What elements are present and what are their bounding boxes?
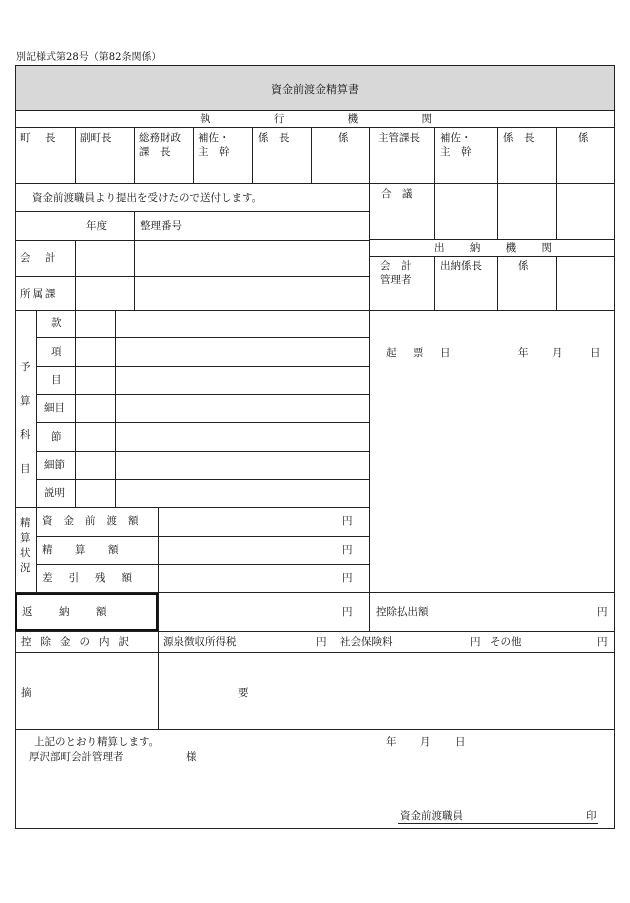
role-assistant-2: 主 幹	[198, 146, 230, 158]
deduction-breakdown-label: 控除金の内訳	[21, 636, 138, 648]
role-treasury-staff: 係	[518, 260, 529, 272]
budget-item: 細節	[44, 459, 65, 471]
honorific: 様	[186, 751, 197, 763]
role-staff: 係	[338, 132, 349, 144]
budget-item: 目	[51, 374, 62, 386]
refund-unit: 円	[342, 606, 353, 618]
other-deduction-label: その他	[490, 636, 522, 648]
budget-item: 項	[51, 346, 62, 358]
department-label: 所属課	[20, 288, 58, 300]
role-deputy-mayor: 副町長	[80, 132, 112, 144]
withholding-tax-unit: 円	[316, 636, 327, 648]
disbursing-agency-heading: 出 納 機 関	[434, 242, 552, 254]
page-title: 資金前渡金精算書	[271, 83, 359, 96]
budget-item: 細目	[44, 402, 65, 414]
other-deduction-unit: 円	[597, 636, 608, 648]
settled-amount-unit: 円	[342, 544, 353, 556]
draft-date-year: 年	[518, 347, 529, 359]
role-accounting-manager-2: 管理者	[380, 274, 412, 286]
closing-statement: 上記のとおり精算します。	[34, 736, 160, 748]
role-accounting-manager-1: 会 計	[380, 260, 412, 272]
fiscal-year-label: 年度	[86, 220, 107, 232]
draft-date-day: 日	[590, 347, 601, 359]
role-treasury-chief: 出納係長	[440, 260, 482, 272]
role-section-chief: 係 長	[258, 132, 290, 144]
transmittal-note: 資金前渡職員より提出を受けたので送付します。	[32, 192, 263, 204]
role-finance-chief-2: 課 長	[139, 146, 171, 158]
role-right-section-chief: 係 長	[503, 132, 535, 144]
refund-label: 返 納 額	[22, 606, 115, 618]
deduction-payout-unit: 円	[597, 606, 608, 618]
executing-agency-heading: 執 行 機 関	[200, 113, 432, 125]
deduction-payout-label: 控除払出額	[376, 606, 429, 618]
consultation-label: 合 議	[381, 188, 413, 200]
accounting-label: 会 計	[20, 252, 58, 264]
settlement-status-label: 精 算 状 況	[20, 517, 31, 574]
addressee: 厚沢部町会計管理者	[29, 751, 124, 763]
settled-amount-label: 精 算 額	[42, 544, 125, 556]
closing-date-day: 日	[455, 736, 466, 748]
social-insurance-unit: 円	[470, 636, 481, 648]
budget-subject-label: 予 算 科 目	[20, 361, 31, 475]
seal-mark: 印	[586, 810, 597, 822]
role-right-staff: 係	[578, 132, 589, 144]
reference-number-label: 整理番号	[140, 220, 182, 232]
form-id: 別記様式第28号（第82条関係）	[16, 52, 162, 63]
role-finance-chief-1: 総務財政	[139, 132, 181, 144]
signer-label: 資金前渡職員	[400, 810, 463, 822]
budget-item: 説明	[44, 487, 65, 499]
balance-unit: 円	[342, 572, 353, 584]
role-lead-manager: 主管課長	[378, 132, 420, 144]
role-mayor: 町 長	[20, 132, 58, 144]
summary-label: 摘 要	[21, 687, 347, 699]
withholding-tax-label: 源泉徴収所得税	[163, 636, 237, 648]
role-right-assistant-1: 補佐・	[440, 132, 472, 144]
social-insurance-label: 社会保険料	[340, 636, 393, 648]
balance-label: 差引残額	[42, 572, 148, 584]
budget-item: 節	[51, 431, 62, 443]
role-assistant-1: 補佐・	[198, 132, 230, 144]
draft-date-month: 月	[552, 347, 563, 359]
role-right-assistant-2: 主 幹	[440, 146, 472, 158]
closing-date-month: 月	[420, 736, 431, 748]
closing-date-year: 年	[386, 736, 397, 748]
advance-amount-unit: 円	[342, 515, 353, 527]
draft-date-label: 起 票 日	[386, 347, 454, 359]
budget-item: 款	[51, 317, 62, 329]
advance-amount-label: 資金前渡額	[42, 515, 150, 527]
